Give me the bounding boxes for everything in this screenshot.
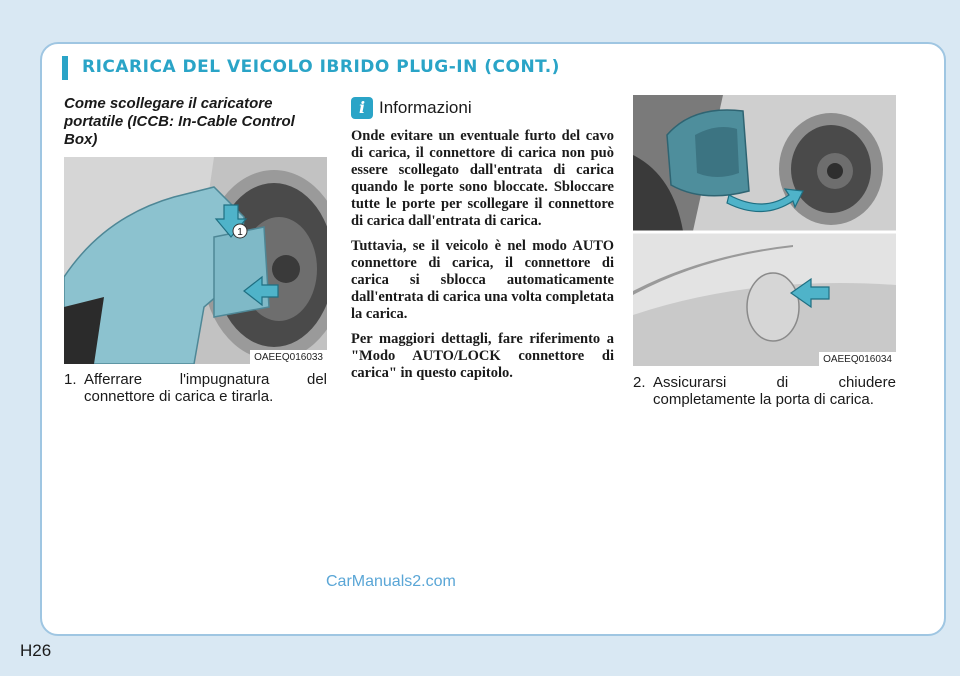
info-title: Informazioni (379, 98, 472, 117)
step-2-text-2: completamente la porta di carica. (653, 391, 874, 408)
figure-unplug-connector (64, 157, 327, 364)
close-door-illustration (633, 95, 896, 366)
step-2-text-1: Assicurarsi di chiudere (653, 374, 896, 391)
step-2-line-1 (633, 374, 896, 391)
callout-number: 1 (237, 227, 243, 238)
step-2-number: 2. (633, 374, 646, 391)
step-1-text-1: Afferrare l'impugnatura del (84, 371, 327, 388)
info-paragraph: Per maggiori dettagli, fare riferimento a "Modo AUTO/LOCK connettore di carica" in questo capitolo. (351, 331, 614, 381)
charge-door (747, 273, 799, 341)
figure-code: OAEEQ016034 (819, 352, 896, 366)
section-title: RICARICA DEL VEICOLO IBRIDO PLUG-IN (CONT.) (82, 57, 560, 77)
info-icon: i (351, 97, 373, 119)
step-1 (64, 371, 327, 405)
figure-code: OAEEQ016033 (250, 350, 327, 364)
info-body (351, 128, 614, 390)
step-1-text-2: connettore di carica e tirarla. (84, 388, 274, 405)
subsection-title: Come scollegare il caricatore portatile (ICCB: In-Cable Control Box) (64, 95, 295, 148)
page-number: H26 (20, 641, 52, 660)
step-1-number: 1. (64, 371, 77, 388)
step-2 (633, 374, 896, 408)
header-accent-bar (62, 56, 68, 80)
unplug-illustration (64, 157, 327, 364)
info-paragraph: Tuttavia, se il veicolo è nel modo AUTO connettore di carica, il connettore di carica si sblocca automaticamente dall'entrata di carica una volta completata la carica. (351, 238, 614, 322)
info-paragraph: Onde evitare un eventuale furto del cavo di carica, il connettore di carica non può essere scollegato dall'entrata di carica quando le porte sono bloccate. Sbloccare tutte le porte per scollegare il connettore di carica dall'entrata di carica. (351, 128, 614, 229)
step-1-line-1 (64, 371, 327, 388)
figure-close-door (633, 95, 896, 366)
watermark-link[interactable]: CarManuals2.com (326, 573, 456, 590)
section-header (62, 56, 882, 80)
